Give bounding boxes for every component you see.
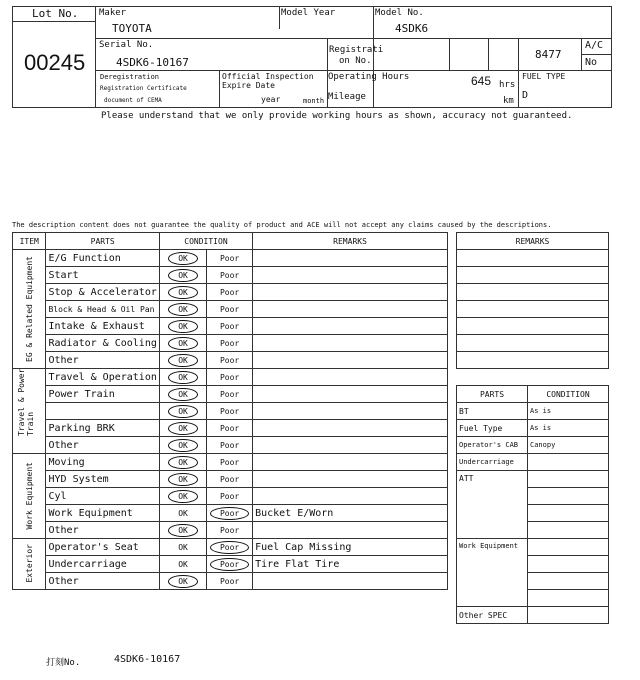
fuel-type-spec-label: Fuel Type [457, 420, 528, 437]
remark-cell [253, 301, 448, 318]
table-row [13, 267, 448, 284]
operator-cab-value: Canopy [528, 437, 609, 454]
maker-value: TOYOTA [112, 22, 152, 35]
serial-label: Serial No. [99, 40, 154, 50]
fuel-type-label: FUEL TYPE [522, 72, 566, 81]
table-row [13, 284, 448, 301]
remarks-side-header: REMARKS [457, 233, 609, 250]
part-name: Moving [46, 454, 159, 471]
operator-cab-label: Operator's CAB [457, 437, 528, 454]
part-name: Stop & Accelerator [46, 284, 159, 301]
ok-option: OK [178, 559, 188, 569]
poor-option: Poor [219, 338, 240, 348]
table-row [13, 505, 448, 522]
remarks-column-header: REMARKS [253, 233, 448, 250]
serial-value: 4SDK6-10167 [116, 56, 189, 69]
poor-option: Poor [219, 406, 240, 416]
ok-option: OK [168, 388, 198, 401]
table-row [13, 318, 448, 335]
remarks-side-table [456, 232, 609, 369]
ok-option: OK [168, 269, 198, 282]
poor-option: Poor [219, 253, 240, 263]
ok-option: OK [168, 473, 198, 486]
part-name: Operator's Seat [46, 539, 159, 556]
work-equipment-spec-label: Work Equipment [457, 539, 528, 607]
group-label-work: Work Equipment [24, 461, 34, 530]
table-row [13, 437, 448, 454]
ok-option: OK [178, 508, 188, 518]
stamp-no-label: 打刻No. [46, 658, 81, 668]
mileage-unit: km [503, 96, 514, 106]
ac-label: A/C [585, 40, 604, 51]
part-name: Other [46, 573, 159, 590]
poor-option: Poor [219, 423, 240, 433]
condition-header: CONDITION [528, 386, 609, 403]
ac-value: No [585, 57, 598, 68]
registration-label: Registrati [329, 45, 384, 55]
ok-option: OK [168, 422, 198, 435]
poor-option: Poor [219, 287, 240, 297]
table-row [13, 301, 448, 318]
bt-value: As is [528, 403, 609, 420]
remark-cell [253, 403, 448, 420]
poor-option: Poor [219, 304, 240, 314]
ok-option: OK [178, 542, 188, 552]
ok-option: OK [168, 575, 198, 588]
remark-cell [253, 437, 448, 454]
ok-option: OK [168, 252, 198, 265]
model-no-value: 4SDK6 [395, 22, 429, 35]
ok-option: OK [168, 354, 198, 367]
ok-option: OK [168, 286, 198, 299]
poor-option: Poor [219, 372, 240, 382]
model-no-label: Model No. [375, 8, 424, 18]
inspection-label: Official Inspection [222, 72, 314, 81]
year-label: year [261, 95, 281, 104]
ok-option: OK [168, 524, 198, 537]
part-name: Block & Head & Oil Pan [46, 301, 159, 318]
ok-option: OK [168, 371, 198, 384]
operating-hours-label: Operating Hours [328, 72, 410, 82]
remark-cell [253, 454, 448, 471]
table-row [13, 471, 448, 488]
ok-option: OK [168, 303, 198, 316]
part-name: Work Equipment [46, 505, 159, 522]
poor-option: Poor [210, 507, 249, 520]
maker-label: Maker [99, 8, 127, 18]
part-name: Start [46, 267, 159, 284]
hours-unit: hrs [499, 80, 516, 90]
parts-column-header: PARTS [46, 233, 159, 250]
part-name: Travel & Operation [46, 369, 159, 386]
remark-cell [253, 420, 448, 437]
remark-cell [253, 318, 448, 335]
poor-option: Poor [219, 355, 240, 365]
cema-label: document of CEMA [104, 97, 162, 104]
part-name: HYD System [46, 471, 159, 488]
registration-label-2: on No. [339, 56, 372, 66]
ok-option: OK [168, 320, 198, 333]
group-label-eg: EG & Related Equipment [24, 255, 34, 362]
parts-header: PARTS [457, 386, 528, 403]
deregistration-label: Deregistration [100, 73, 160, 81]
mileage-label: Mileage [328, 92, 366, 102]
table-row [13, 250, 448, 267]
fuel-type-spec-value: As is [528, 420, 609, 437]
parts-spec-table [456, 385, 609, 624]
table-row [13, 488, 448, 505]
month-label: month [303, 97, 325, 105]
bt-label: BT [457, 403, 528, 420]
poor-option: Poor [219, 389, 240, 399]
poor-option: Poor [219, 474, 240, 484]
part-name: Power Train [46, 386, 159, 403]
hours-note: Please understand that we only provide working hours as shown, accuracy not guaranteed. [101, 111, 573, 121]
condition-table-grid [12, 232, 448, 590]
poor-option: Poor [210, 558, 249, 571]
part-name [46, 403, 159, 420]
fuel-type-value: D [522, 90, 529, 101]
table-row [13, 556, 448, 573]
remark-cell [253, 267, 448, 284]
group-label-travel: Travel & Power Train [17, 368, 35, 436]
remark-cell [253, 573, 448, 590]
remark-cell [253, 386, 448, 403]
part-name: Other [46, 522, 159, 539]
table-row [13, 420, 448, 437]
table-row [13, 386, 448, 403]
poor-option: Poor [219, 491, 240, 501]
part-name: Undercarriage [46, 556, 159, 573]
remark-cell: Tire Flat Tire [253, 556, 448, 573]
table-row [13, 369, 448, 386]
part-name: Parking BRK [46, 420, 159, 437]
remark-cell [253, 369, 448, 386]
table-row [13, 573, 448, 590]
inspection-label-2: Expire Date [222, 81, 275, 90]
table-row [13, 539, 448, 556]
ok-option: OK [168, 490, 198, 503]
table-row [13, 522, 448, 539]
remark-cell [253, 488, 448, 505]
poor-option: Poor [219, 321, 240, 331]
poor-option: Poor [210, 541, 249, 554]
remark-cell [253, 335, 448, 352]
group-label-exterior: Exterior [24, 544, 34, 583]
registration-certificate-label: Registration Certificate [100, 85, 187, 92]
table-row [13, 403, 448, 420]
part-name: Intake & Exhaust [46, 318, 159, 335]
stamp-no-value: 4SDK6-10167 [114, 654, 181, 665]
remark-cell: Fuel Cap Missing [253, 539, 448, 556]
table-row [13, 454, 448, 471]
ok-option: OK [168, 405, 198, 418]
poor-option: Poor [219, 576, 240, 586]
ok-option: OK [168, 439, 198, 452]
poor-option: Poor [219, 440, 240, 450]
undercarriage-spec-label: Undercarriage [457, 454, 528, 471]
table-row [13, 335, 448, 352]
poor-option: Poor [219, 270, 240, 280]
remark-cell [253, 352, 448, 369]
part-name: Radiator & Cooling [46, 335, 159, 352]
part-name: E/G Function [46, 250, 159, 267]
remark-cell [253, 284, 448, 301]
lot-label: Lot No. [32, 7, 79, 20]
item-header: ITEM [13, 233, 46, 250]
remark-cell [253, 522, 448, 539]
other-spec-label: Other SPEC [457, 607, 528, 624]
remark-cell [253, 250, 448, 267]
disclaimer: The description content does not guarantee the quality of product and ACE will not accept any claims caused by the descriptions. [12, 221, 552, 229]
registration-value: 8477 [535, 48, 562, 61]
remark-cell: Bucket E/Worn [253, 505, 448, 522]
part-name: Other [46, 437, 159, 454]
att-label: ATT [457, 471, 528, 539]
poor-option: Poor [219, 525, 240, 535]
remark-cell [253, 471, 448, 488]
part-name: Cyl [46, 488, 159, 505]
model-year-label: Model Year [281, 8, 336, 18]
condition-column-header: CONDITION [159, 233, 252, 250]
lot-number: 00245 [24, 50, 86, 75]
ok-option: OK [168, 456, 198, 469]
poor-option: Poor [219, 457, 240, 467]
ok-option: OK [168, 337, 198, 350]
table-row [13, 352, 448, 369]
part-name: Other [46, 352, 159, 369]
operating-hours-value: 645 [471, 74, 492, 88]
